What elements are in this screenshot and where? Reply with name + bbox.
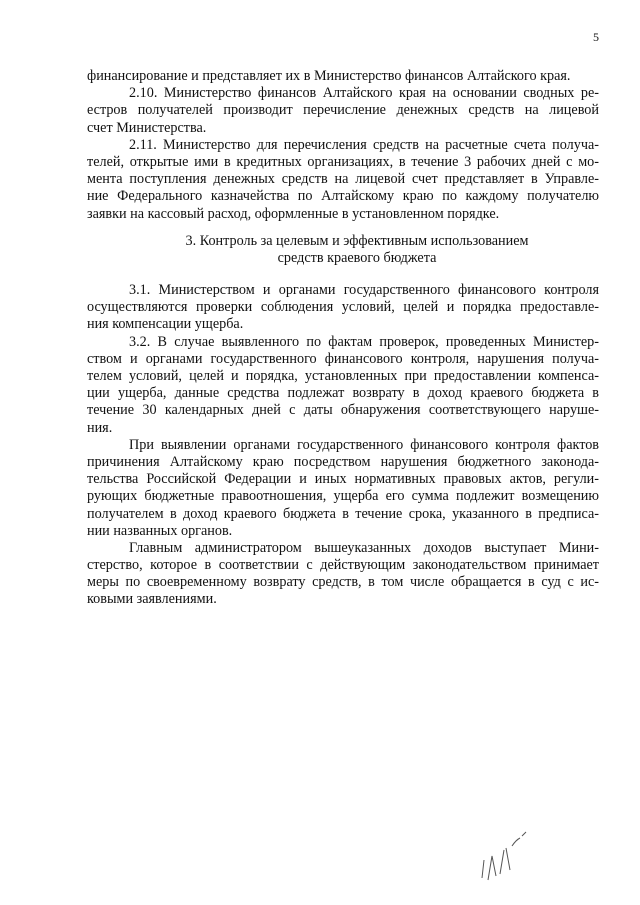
text-line: 3.1. Министерством и органами государственного финансового контроля (129, 282, 599, 299)
text-line: ковыми заявлениями. (87, 591, 217, 608)
text-line: естров получателей производит перечисление денежных средств на лицевой (87, 102, 599, 119)
text-line: финансирование и представляет их в Министерство финансов Алтайского края. (87, 68, 571, 84)
text-line: Главным администратором вышеуказанных доходов выступает Мини- (129, 539, 599, 556)
paragraph-admin (87, 540, 599, 609)
text-line: причинения Алтайскому краю посредством нарушения бюджетного законода- (87, 453, 599, 470)
text-line: 2.11. Министерство для перечисления средств на расчетные счета получа- (129, 136, 599, 153)
document-body (87, 68, 599, 609)
text-line: ством и органами государственного финансового контроля, нарушения получа- (87, 350, 599, 367)
paragraph-3-2 (87, 334, 599, 437)
initials-mark (470, 820, 540, 890)
heading-line: 3. Контроль за целевым и эффективным использованием (185, 232, 529, 249)
text-line: ния. (87, 419, 113, 436)
text-line: стерство, которое в соответствии с действующим законодательством принимает (87, 557, 599, 574)
text-line: ния компенсации ущерба. (87, 316, 244, 333)
text-line: 2.10. Министерство финансов Алтайского края на основании сводных ре- (129, 85, 599, 102)
text-line: телем условий, целей и порядка, установленных при предоставлении компенса- (87, 368, 599, 384)
text-line: счет Министерства. (87, 119, 207, 136)
text-line: меры по своевременному возврату средств, в том числе обращается в суд с ис- (87, 574, 599, 591)
text-line: 3.2. В случае выявленного по фактам проверок, проведенных Министер- (129, 333, 599, 350)
paragraph-2-11 (87, 137, 599, 223)
heading-line: средств краевого бюджета (277, 249, 437, 266)
paragraph-violation (87, 437, 599, 540)
page-number: 5 (593, 30, 599, 44)
text-line: течение 30 календарных дней с даты обнаружения соответствующего наруше- (87, 402, 599, 419)
text-line: получателем в доход краевого бюджета в течение срока, указанного в предписа- (87, 505, 599, 522)
paragraph-2-10 (87, 85, 599, 137)
text-line: мента поступления денежных средств на лицевой счет представляет в Управле- (87, 171, 599, 188)
text-line: тельства Российской Федерации и иных нормативных правовых актов, регули- (87, 471, 599, 488)
text-line: ние Федерального казначейства по Алтайскому краю по каждому получателю (87, 188, 599, 205)
text-line: рующих бюджетные правоотношения, ущерба его сумма подлежит возмещению (87, 488, 599, 505)
paragraph-3-1 (87, 282, 599, 334)
text-line: ции ущерба, данные средства подлежат возврату в доход краевого бюджета в (87, 385, 599, 402)
text-line: телей, открытые ими в кредитных организациях, в течение 3 рабочих дней с мо- (87, 153, 599, 170)
text-line: При выявлении органами государственного финансового контроля фактов (129, 436, 599, 453)
text-line: заявки на кассовый расход, оформленные в установленном порядке. (87, 205, 500, 222)
text-line: осуществляются проверки соблюдения условий, целей и порядка предоставле- (87, 299, 599, 316)
paragraph-continuation (87, 68, 599, 85)
text-line: нии названных органов. (87, 522, 233, 539)
section-heading (87, 233, 599, 267)
